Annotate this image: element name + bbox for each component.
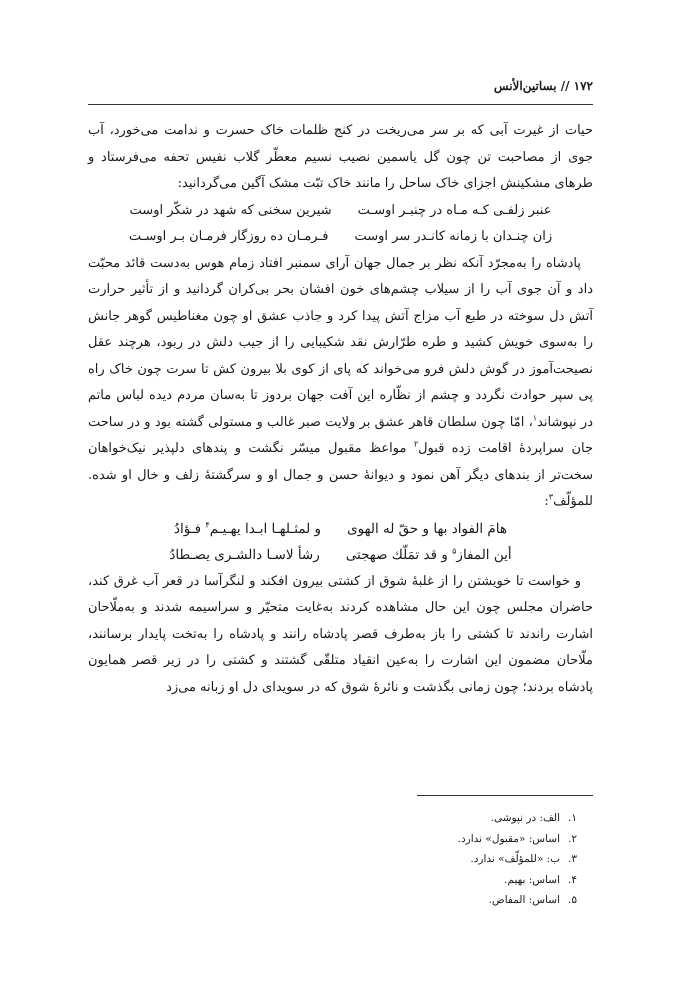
persian-verse-1 (88, 198, 593, 225)
verse-1-hemistich-2: شیرین سخنی که شهد در شکّر اوست (129, 202, 332, 218)
paragraph-2-part-b: ، امّا چون سلطان قاهر عشق بر ولایت صبر غالب و مستولی گشته بود و در ساحت جان سراپردهٔ اقامت زده قبول (88, 414, 593, 456)
footnote-number: ۳. (568, 853, 577, 865)
paragraph-3: و خواست تا خویشتن را از غلبهٔ شوق از کشتی بیرون افکند و لنگرآسا در قعر آب غرق کند، حاضران مجلس چون این حال مشاهده کردند به‌غایت متحیّر و سراسیمه شدند و به‌ملّاحان اشارت راندند تا کشتی را باز به‌طرف قصر پادشاه رانند و پادشاه را به‌تخت پایدار برسانند، ملّاحان مضمون این اشارت را به‌عین انقیاد متلقّی گشتند و کشتی را در زیر قصر همایون پادشاه بردند؛ چون زمانی بگذشت و نائرهٔ شوق که در سویدای دل او زبانه می‌زد (88, 573, 593, 695)
footnote-number: ۱. (568, 812, 577, 824)
footnote-text: الف: در نپوشی. (490, 812, 561, 824)
arabic-verse-1-hemistich-2-text: و لمثـلهـا ابـدا یهـیـم (209, 520, 322, 537)
paragraph-2-part-a: پادشاه را به‌مجرّد آنکه نظر بر جمال جهان آرای سمنبر افتاد زمام هوس به‌دست قائد محبّت داد و آن جوی آب را از سیلاب چشم‌های خون افشان بحر بی‌کران گردانید و از تأثیر حرارت آتش دل سوخته در طبع آب مزاج آتش پیدا کرد و جاذب عشق او چون مغناطیس گوهر جانش را به‌سوی خویش کشید و طره طرّارش نقد شکیبایی را از جیب دلش در ربود، هرچند عقل نصیحت‌آموز در گوش دلش فرو می‌خواند که پای از کوی بلا بیرون کش تا سرت چون خاک راه پی سپر حوادث نگردد و چشم از نظّاره این آفت جهان بردوز تا به‌سان مردم دیده لباس ماتم در نپوشاند (88, 255, 593, 430)
paragraph-1: حیات از غیرت آبی که بر سر می‌ریخت در کنج ظلمات خاک حسرت و ندامت می‌خورد، آب جوی از مصاحبت تن چون گل یاسمین نصیب نسیم معطّر گلاب نفیس تحفه می‌فرستاد و طرهای مشکینش اجزای خاک ساحل را مانند خاک تبّت مشک آگین می‌گردانید: (88, 123, 593, 191)
arabic-verse-1 (88, 516, 593, 543)
paragraph-2-part-d: : (544, 494, 549, 509)
footnote-mark-3: ۳ (548, 492, 554, 502)
footnote-item (88, 870, 577, 891)
footnote-divider (417, 795, 593, 796)
footnote-text: اساس: المفاض. (488, 894, 561, 906)
footnote-item (88, 890, 577, 911)
arabic-verse-2-hemistich-1-end: و قد تمَلّك صهجتی (345, 547, 453, 563)
footnote-mark-1: ۱ (532, 413, 538, 423)
arabic-verse-2-hemistich-1-text: أین المفاز (456, 547, 512, 563)
footnote-list (88, 808, 593, 911)
footnote-number: ۲. (568, 832, 577, 845)
footnote-mark-2: ۲ (413, 439, 419, 449)
footnote-item (88, 808, 577, 829)
paragraph-2 (88, 251, 593, 516)
footnote-text: اساس: «مقبول» ندارد. (457, 832, 561, 845)
arabic-verse-2 (88, 542, 593, 569)
arabic-verse-1-hemistich-2 (174, 516, 321, 543)
verse-2-hemistich-1: زان چنـدان با زمانه کانـدر سر اوست (354, 229, 553, 244)
footnote-text: اساس: بهیم. (504, 873, 561, 886)
footnote-text: ب: «للمؤلّف» ندارد. (470, 853, 561, 865)
persian-verse-2 (88, 224, 593, 251)
main-text (88, 118, 593, 701)
arabic-verse-1-hemistich-1: هامَ الفواد بها و حقّ له الهوی (347, 520, 508, 537)
footnote-item (88, 849, 577, 870)
footnote-item (88, 829, 577, 850)
running-header: ۱۷۲ // بساتین‌الأنس (493, 79, 593, 93)
verse-2-hemistich-2: فـرمـان ده روزگار فرمـان بـر اوسـت (128, 229, 329, 244)
footnote-mark-5: ۵ (452, 546, 457, 556)
footnote-mark-4: ۴ (205, 520, 210, 529)
arabic-verse-1-hemistich-2-end: فـؤادُ (173, 520, 206, 537)
arabic-verse-2-hemistich-2: رشأ لاسـا دالشـری یصـطادُ (169, 547, 320, 563)
verse-1-hemistich-1: عنبر زلفـی کـه مـاه در چنبـر اوسـت (357, 202, 552, 218)
arabic-verse-2-hemistich-1 (346, 542, 512, 569)
header-divider (88, 104, 593, 105)
footnotes (88, 808, 593, 911)
footnote-number: ۵. (568, 894, 577, 906)
paragraph-2-part-c: مواعظ مقبول میسّر نگشت و پندهای دلپذیر نیک‌خواهان سخت‌تر از بندهای دیگر آهن نمود و دیوانهٔ حسن و جمال او و سرگشتهٔ زلف و خال او شده. للمؤلّف (88, 441, 593, 509)
footnote-number: ۴. (568, 873, 577, 886)
